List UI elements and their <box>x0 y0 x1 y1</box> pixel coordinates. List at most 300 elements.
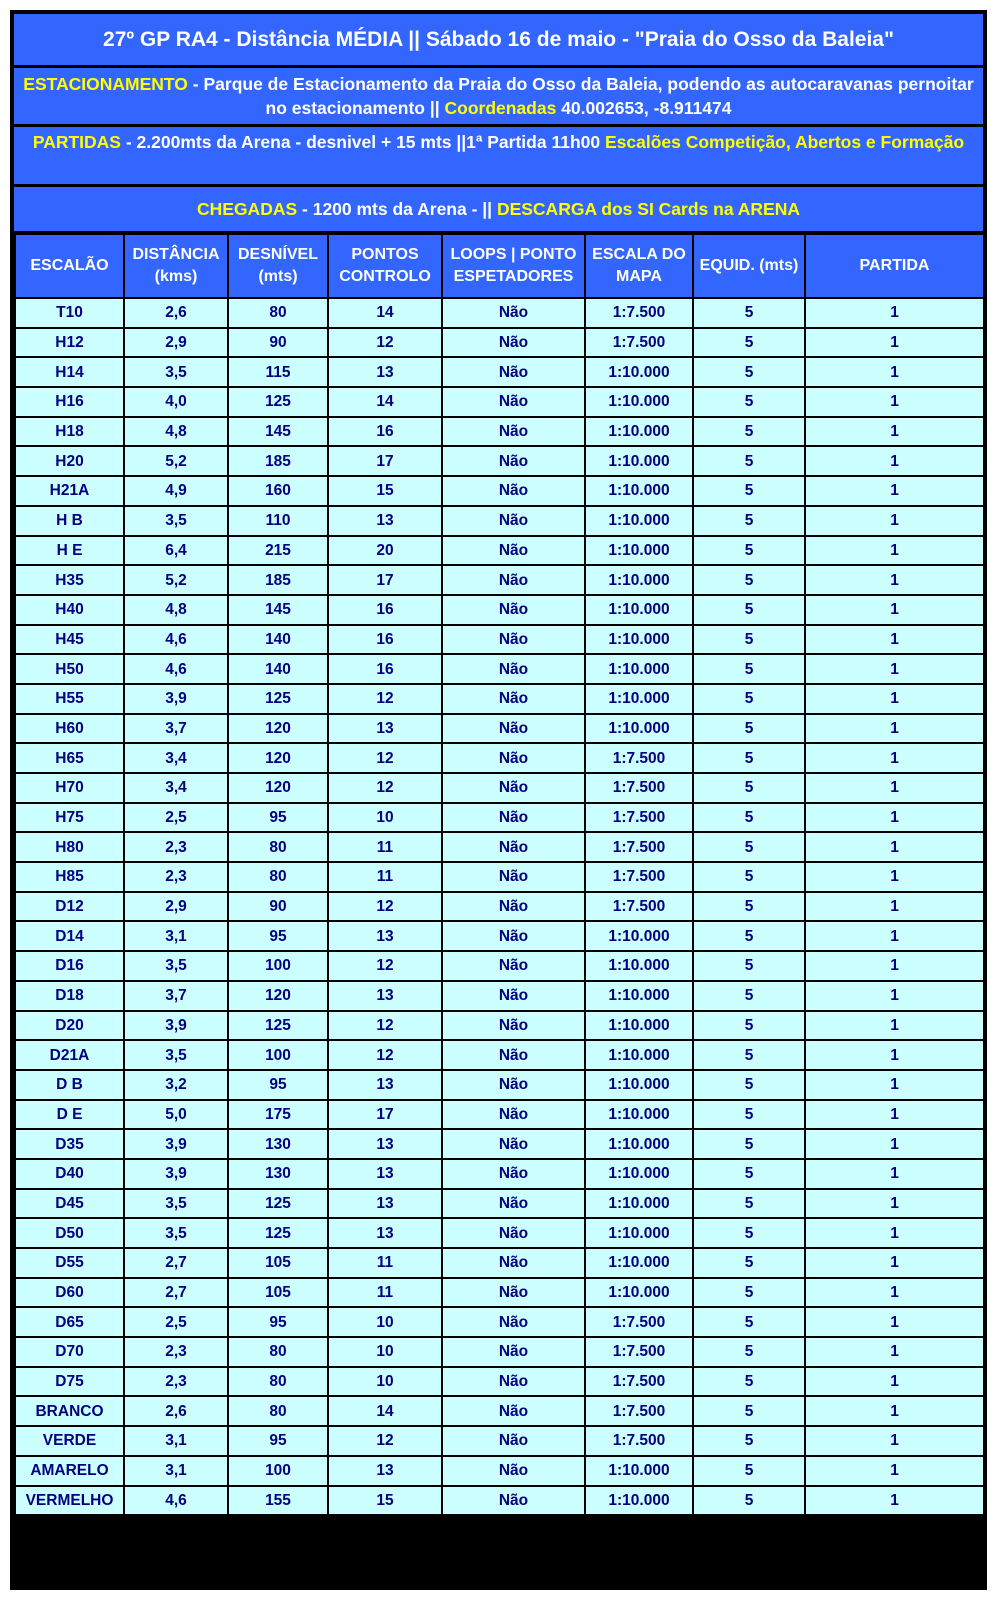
table-row <box>15 1486 984 1516</box>
cell-pontos: 16 <box>328 654 442 684</box>
cell-escala: 1:10.000 <box>585 1218 693 1248</box>
cell-pontos: 17 <box>328 1100 442 1130</box>
col-pontos: PONTOS CONTROLO <box>328 234 442 298</box>
cell-escala: 1:7.500 <box>585 862 693 892</box>
cell-desnivel: 95 <box>228 1307 328 1337</box>
cell-pontos: 12 <box>328 328 442 358</box>
cell-equid: 5 <box>693 1486 805 1516</box>
cell-escala: 1:10.000 <box>585 1129 693 1159</box>
table-row <box>15 1456 984 1486</box>
finish-banner <box>14 187 983 231</box>
cell-escalao: T10 <box>15 298 124 328</box>
cell-equid: 5 <box>693 832 805 862</box>
cell-escalao: H70 <box>15 773 124 803</box>
cell-escalao: H20 <box>15 446 124 476</box>
cell-loops: Não <box>442 892 585 922</box>
cell-desnivel: 100 <box>228 951 328 981</box>
cell-loops: Não <box>442 298 585 328</box>
cell-escalao: D14 <box>15 921 124 951</box>
cell-desnivel: 125 <box>228 1189 328 1219</box>
table-row <box>15 1307 984 1337</box>
cell-pontos: 16 <box>328 417 442 447</box>
cell-loops: Não <box>442 654 585 684</box>
cell-equid: 5 <box>693 743 805 773</box>
cell-escalao: H75 <box>15 803 124 833</box>
cell-escala: 1:7.500 <box>585 1307 693 1337</box>
cell-distancia: 5,2 <box>124 565 228 595</box>
cell-distancia: 3,9 <box>124 1129 228 1159</box>
cell-escalao: BRANCO <box>15 1396 124 1426</box>
cell-escalao: H65 <box>15 743 124 773</box>
cell-escala: 1:10.000 <box>585 536 693 566</box>
cell-pontos: 12 <box>328 951 442 981</box>
cell-desnivel: 90 <box>228 328 328 358</box>
cell-equid: 5 <box>693 951 805 981</box>
cell-desnivel: 90 <box>228 892 328 922</box>
cell-partida: 1 <box>805 1129 984 1159</box>
cell-loops: Não <box>442 1100 585 1130</box>
cell-pontos: 13 <box>328 1218 442 1248</box>
cell-partida: 1 <box>805 773 984 803</box>
cell-loops: Não <box>442 921 585 951</box>
table-row <box>15 1159 984 1189</box>
cell-partida: 1 <box>805 1100 984 1130</box>
cell-pontos: 13 <box>328 357 442 387</box>
cell-pontos: 13 <box>328 506 442 536</box>
cell-desnivel: 130 <box>228 1159 328 1189</box>
cell-loops: Não <box>442 446 585 476</box>
cell-partida: 1 <box>805 1248 984 1278</box>
cell-escalao: D50 <box>15 1218 124 1248</box>
cell-loops: Não <box>442 1011 585 1041</box>
cell-pontos: 14 <box>328 387 442 417</box>
cell-desnivel: 105 <box>228 1248 328 1278</box>
cell-pontos: 13 <box>328 1456 442 1486</box>
cell-partida: 1 <box>805 832 984 862</box>
cell-distancia: 3,5 <box>124 506 228 536</box>
table-row <box>15 298 984 328</box>
table-row <box>15 625 984 655</box>
cell-loops: Não <box>442 684 585 714</box>
cell-partida: 1 <box>805 417 984 447</box>
cell-desnivel: 185 <box>228 565 328 595</box>
cell-distancia: 2,7 <box>124 1248 228 1278</box>
table-row <box>15 862 984 892</box>
table-row <box>15 1248 984 1278</box>
table-row <box>15 417 984 447</box>
cell-distancia: 2,3 <box>124 832 228 862</box>
cell-pontos: 12 <box>328 773 442 803</box>
cell-escala: 1:7.500 <box>585 328 693 358</box>
cell-desnivel: 95 <box>228 803 328 833</box>
cell-desnivel: 80 <box>228 862 328 892</box>
cell-equid: 5 <box>693 1159 805 1189</box>
cell-equid: 5 <box>693 595 805 625</box>
cell-distancia: 3,5 <box>124 357 228 387</box>
table-row <box>15 1218 984 1248</box>
cell-loops: Não <box>442 1189 585 1219</box>
start-text: - 2.200mts da Arena - desnivel + 15 mts ||1ª Partida 11h00 <box>120 132 605 152</box>
cell-escalao: H80 <box>15 832 124 862</box>
table-row <box>15 803 984 833</box>
cell-pontos: 17 <box>328 565 442 595</box>
cell-distancia: 6,4 <box>124 536 228 566</box>
cell-escalao: H18 <box>15 417 124 447</box>
cell-escalao: H B <box>15 506 124 536</box>
cell-distancia: 5,2 <box>124 446 228 476</box>
cell-equid: 5 <box>693 1307 805 1337</box>
cell-pontos: 12 <box>328 1040 442 1070</box>
cell-escala: 1:10.000 <box>585 1011 693 1041</box>
cell-pontos: 14 <box>328 1396 442 1426</box>
cell-loops: Não <box>442 1337 585 1367</box>
cell-equid: 5 <box>693 328 805 358</box>
cell-escala: 1:7.500 <box>585 743 693 773</box>
cell-escalao: VERMELHO <box>15 1486 124 1516</box>
cell-pontos: 10 <box>328 1307 442 1337</box>
cell-escala: 1:7.500 <box>585 1396 693 1426</box>
cell-pontos: 13 <box>328 921 442 951</box>
table-row <box>15 1337 984 1367</box>
cell-escalao: H85 <box>15 862 124 892</box>
cell-pontos: 12 <box>328 1011 442 1041</box>
cell-equid: 5 <box>693 1278 805 1308</box>
cell-desnivel: 125 <box>228 387 328 417</box>
cell-loops: Não <box>442 1396 585 1426</box>
cell-distancia: 3,2 <box>124 1070 228 1100</box>
cell-loops: Não <box>442 565 585 595</box>
cell-partida: 1 <box>805 298 984 328</box>
parking-label: ESTACIONAMENTO <box>23 74 188 94</box>
cell-distancia: 3,4 <box>124 773 228 803</box>
coords-label: Coordenadas <box>444 98 557 118</box>
cell-escalao: D B <box>15 1070 124 1100</box>
cell-escala: 1:7.500 <box>585 773 693 803</box>
cell-equid: 5 <box>693 1011 805 1041</box>
cell-loops: Não <box>442 862 585 892</box>
cell-desnivel: 95 <box>228 1070 328 1100</box>
cell-partida: 1 <box>805 625 984 655</box>
cell-escalao: D75 <box>15 1367 124 1397</box>
col-escalao: ESCALÃO <box>15 234 124 298</box>
cell-distancia: 2,3 <box>124 862 228 892</box>
cell-distancia: 4,8 <box>124 595 228 625</box>
cell-partida: 1 <box>805 506 984 536</box>
cell-partida: 1 <box>805 921 984 951</box>
cell-equid: 5 <box>693 981 805 1011</box>
cell-pontos: 12 <box>328 892 442 922</box>
cell-equid: 5 <box>693 714 805 744</box>
cell-partida: 1 <box>805 1189 984 1219</box>
cell-escala: 1:10.000 <box>585 951 693 981</box>
cell-distancia: 4,6 <box>124 654 228 684</box>
cell-pontos: 15 <box>328 1486 442 1516</box>
cell-desnivel: 105 <box>228 1278 328 1308</box>
cell-partida: 1 <box>805 1070 984 1100</box>
cell-desnivel: 160 <box>228 476 328 506</box>
cell-distancia: 3,5 <box>124 1218 228 1248</box>
cell-desnivel: 140 <box>228 654 328 684</box>
cell-loops: Não <box>442 1129 585 1159</box>
cell-escalao: AMARELO <box>15 1456 124 1486</box>
cell-distancia: 3,5 <box>124 951 228 981</box>
cell-pontos: 10 <box>328 1367 442 1397</box>
table-row <box>15 1011 984 1041</box>
cell-equid: 5 <box>693 506 805 536</box>
cell-escala: 1:10.000 <box>585 625 693 655</box>
table-row <box>15 595 984 625</box>
cell-desnivel: 80 <box>228 1367 328 1397</box>
table-row <box>15 892 984 922</box>
cell-loops: Não <box>442 595 585 625</box>
cell-escala: 1:10.000 <box>585 1189 693 1219</box>
table-row <box>15 654 984 684</box>
cell-partida: 1 <box>805 1486 984 1516</box>
cell-escala: 1:10.000 <box>585 1159 693 1189</box>
table-row <box>15 684 984 714</box>
cell-escalao: H16 <box>15 387 124 417</box>
table-row <box>15 1278 984 1308</box>
cell-distancia: 2,7 <box>124 1278 228 1308</box>
cell-partida: 1 <box>805 1337 984 1367</box>
cell-escala: 1:10.000 <box>585 476 693 506</box>
table-row <box>15 951 984 981</box>
cell-escala: 1:10.000 <box>585 1100 693 1130</box>
cell-equid: 5 <box>693 1129 805 1159</box>
cell-loops: Não <box>442 1307 585 1337</box>
cell-pontos: 13 <box>328 1129 442 1159</box>
cell-desnivel: 120 <box>228 773 328 803</box>
cell-desnivel: 80 <box>228 832 328 862</box>
cell-partida: 1 <box>805 862 984 892</box>
cell-partida: 1 <box>805 743 984 773</box>
cell-loops: Não <box>442 1040 585 1070</box>
cell-partida: 1 <box>805 387 984 417</box>
cell-pontos: 13 <box>328 1070 442 1100</box>
cell-loops: Não <box>442 1278 585 1308</box>
cell-escalao: H14 <box>15 357 124 387</box>
table-row <box>15 506 984 536</box>
cell-partida: 1 <box>805 1218 984 1248</box>
finish-label: CHEGADAS <box>197 199 298 219</box>
cell-desnivel: 140 <box>228 625 328 655</box>
cell-escala: 1:10.000 <box>585 565 693 595</box>
cell-equid: 5 <box>693 417 805 447</box>
event-sheet <box>10 10 987 1590</box>
cell-pontos: 16 <box>328 625 442 655</box>
cell-desnivel: 185 <box>228 446 328 476</box>
cell-pontos: 10 <box>328 803 442 833</box>
cell-loops: Não <box>442 951 585 981</box>
table-row <box>15 446 984 476</box>
cell-escalao: H E <box>15 536 124 566</box>
cell-loops: Não <box>442 1218 585 1248</box>
cell-desnivel: 145 <box>228 417 328 447</box>
cell-loops: Não <box>442 714 585 744</box>
cell-pontos: 16 <box>328 595 442 625</box>
cell-distancia: 2,3 <box>124 1367 228 1397</box>
cell-escala: 1:10.000 <box>585 446 693 476</box>
cell-escala: 1:7.500 <box>585 1337 693 1367</box>
table-row <box>15 536 984 566</box>
cell-loops: Não <box>442 743 585 773</box>
cell-distancia: 2,9 <box>124 892 228 922</box>
cell-equid: 5 <box>693 1248 805 1278</box>
cell-loops: Não <box>442 1456 585 1486</box>
cell-escala: 1:10.000 <box>585 654 693 684</box>
cell-escalao: D55 <box>15 1248 124 1278</box>
cell-escala: 1:10.000 <box>585 921 693 951</box>
cell-equid: 5 <box>693 476 805 506</box>
cell-equid: 5 <box>693 565 805 595</box>
cell-partida: 1 <box>805 1159 984 1189</box>
cell-pontos: 20 <box>328 536 442 566</box>
cell-desnivel: 155 <box>228 1486 328 1516</box>
cell-desnivel: 145 <box>228 595 328 625</box>
cell-equid: 5 <box>693 1396 805 1426</box>
cell-equid: 5 <box>693 536 805 566</box>
cell-equid: 5 <box>693 654 805 684</box>
cell-equid: 5 <box>693 921 805 951</box>
table-body <box>15 298 984 1515</box>
cell-partida: 1 <box>805 476 984 506</box>
cell-escala: 1:10.000 <box>585 684 693 714</box>
cell-escala: 1:10.000 <box>585 981 693 1011</box>
cell-pontos: 15 <box>328 476 442 506</box>
cell-desnivel: 175 <box>228 1100 328 1130</box>
start-classes: Escalões Competição, Abertos e Formação <box>604 132 965 152</box>
cell-loops: Não <box>442 357 585 387</box>
col-equid: EQUID. (mts) <box>693 234 805 298</box>
cell-escala: 1:10.000 <box>585 1070 693 1100</box>
cell-distancia: 3,9 <box>124 1011 228 1041</box>
start-banner <box>14 127 983 184</box>
table-row <box>15 743 984 773</box>
cell-desnivel: 100 <box>228 1040 328 1070</box>
cell-escala: 1:10.000 <box>585 595 693 625</box>
cell-escalao: D21A <box>15 1040 124 1070</box>
cell-pontos: 13 <box>328 714 442 744</box>
cell-desnivel: 100 <box>228 1456 328 1486</box>
cell-escala: 1:10.000 <box>585 417 693 447</box>
cell-escala: 1:7.500 <box>585 832 693 862</box>
cell-pontos: 17 <box>328 446 442 476</box>
cell-distancia: 3,1 <box>124 1456 228 1486</box>
cell-escala: 1:10.000 <box>585 506 693 536</box>
cell-distancia: 3,9 <box>124 684 228 714</box>
table-row <box>15 1189 984 1219</box>
cell-partida: 1 <box>805 951 984 981</box>
cell-distancia: 2,6 <box>124 298 228 328</box>
cell-escalao: D18 <box>15 981 124 1011</box>
cell-equid: 5 <box>693 357 805 387</box>
cell-distancia: 3,4 <box>124 743 228 773</box>
cell-distancia: 3,5 <box>124 1040 228 1070</box>
cell-escala: 1:7.500 <box>585 1426 693 1456</box>
cell-partida: 1 <box>805 714 984 744</box>
cell-partida: 1 <box>805 803 984 833</box>
cell-escalao: H50 <box>15 654 124 684</box>
cell-desnivel: 125 <box>228 1218 328 1248</box>
cell-escala: 1:7.500 <box>585 892 693 922</box>
cell-equid: 5 <box>693 1189 805 1219</box>
cell-escala: 1:10.000 <box>585 357 693 387</box>
table-row <box>15 565 984 595</box>
table-row <box>15 1396 984 1426</box>
cell-escalao: D E <box>15 1100 124 1130</box>
cell-escalao: D45 <box>15 1189 124 1219</box>
col-loops: LOOPS | PONTO ESPETADORES <box>442 234 585 298</box>
cell-loops: Não <box>442 1367 585 1397</box>
cell-escalao: D40 <box>15 1159 124 1189</box>
cell-partida: 1 <box>805 1426 984 1456</box>
cell-escalao: H45 <box>15 625 124 655</box>
cell-escalao: D12 <box>15 892 124 922</box>
cell-escala: 1:10.000 <box>585 1278 693 1308</box>
cell-distancia: 2,5 <box>124 1307 228 1337</box>
cell-desnivel: 120 <box>228 714 328 744</box>
cell-equid: 5 <box>693 446 805 476</box>
cell-desnivel: 215 <box>228 536 328 566</box>
cell-distancia: 2,5 <box>124 803 228 833</box>
col-desnivel: DESNÍVEL (mts) <box>228 234 328 298</box>
cell-escalao: D65 <box>15 1307 124 1337</box>
cell-distancia: 2,3 <box>124 1337 228 1367</box>
cell-escalao: H40 <box>15 595 124 625</box>
col-partida: PARTIDA <box>805 234 984 298</box>
cell-escala: 1:7.500 <box>585 298 693 328</box>
table-row <box>15 773 984 803</box>
cell-equid: 5 <box>693 625 805 655</box>
cell-pontos: 11 <box>328 862 442 892</box>
cell-equid: 5 <box>693 1337 805 1367</box>
cell-equid: 5 <box>693 1367 805 1397</box>
cell-equid: 5 <box>693 773 805 803</box>
finish-download: DESCARGA dos SI Cards na ARENA <box>496 199 800 219</box>
cell-equid: 5 <box>693 1070 805 1100</box>
table-row <box>15 1070 984 1100</box>
cell-escalao: H60 <box>15 714 124 744</box>
cell-partida: 1 <box>805 536 984 566</box>
cell-pontos: 13 <box>328 1159 442 1189</box>
cell-escalao: H12 <box>15 328 124 358</box>
cell-equid: 5 <box>693 1040 805 1070</box>
cell-pontos: 14 <box>328 298 442 328</box>
cell-distancia: 4,8 <box>124 417 228 447</box>
cell-escalao: H21A <box>15 476 124 506</box>
table-row <box>15 357 984 387</box>
table-row <box>15 1100 984 1130</box>
table-row <box>15 1040 984 1070</box>
table-row <box>15 921 984 951</box>
cell-distancia: 3,1 <box>124 921 228 951</box>
cell-desnivel: 120 <box>228 981 328 1011</box>
cell-desnivel: 130 <box>228 1129 328 1159</box>
cell-pontos: 12 <box>328 1426 442 1456</box>
cell-equid: 5 <box>693 1218 805 1248</box>
table-row <box>15 1426 984 1456</box>
cell-pontos: 13 <box>328 981 442 1011</box>
cell-equid: 5 <box>693 862 805 892</box>
cell-escalao: D20 <box>15 1011 124 1041</box>
cell-escala: 1:10.000 <box>585 1486 693 1516</box>
cell-partida: 1 <box>805 654 984 684</box>
cell-desnivel: 115 <box>228 357 328 387</box>
cell-loops: Não <box>442 1426 585 1456</box>
cell-partida: 1 <box>805 595 984 625</box>
cell-loops: Não <box>442 773 585 803</box>
cell-desnivel: 95 <box>228 1426 328 1456</box>
